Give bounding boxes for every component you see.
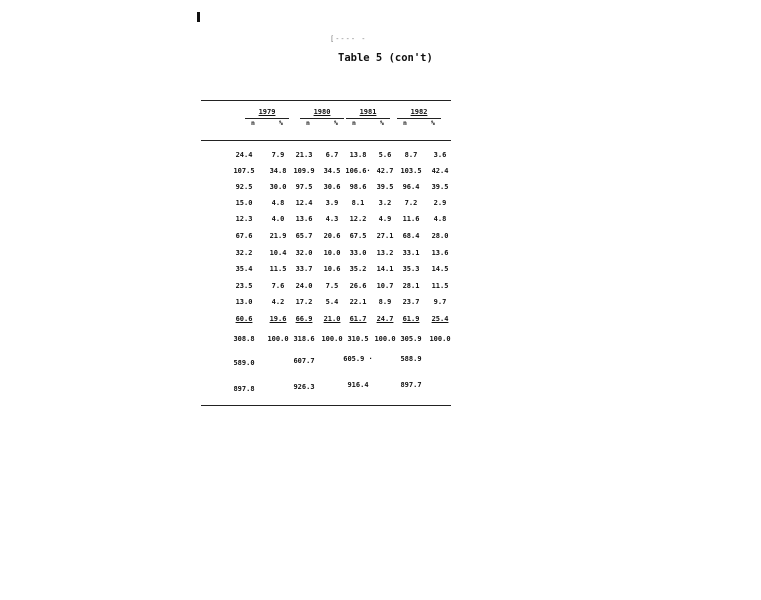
year-header-1981: 1981 (359, 108, 377, 116)
table-cell: 13.8 (349, 151, 367, 159)
subtotal-cell: 605.9 · (343, 355, 373, 363)
table-cell: 8.1 (351, 199, 365, 207)
table-cell: 30.0 (269, 183, 287, 191)
table-cell: 310.5 (347, 335, 369, 343)
table-cell: 19.6 (269, 315, 287, 323)
table-cell: 7.9 (271, 151, 285, 159)
faint-header: [---- - (330, 35, 367, 43)
table-cell: 33.7 (295, 265, 313, 273)
table-cell: 318.6 (293, 335, 315, 343)
table-cell: 4.0 (271, 215, 285, 223)
table-cell: 35.4 (235, 265, 253, 273)
total-cell: 897.7 (400, 381, 422, 389)
table-cell: 33.1 (402, 249, 420, 257)
table-cell: 13.6 (295, 215, 313, 223)
table-cell: 39.5 (376, 183, 394, 191)
table-cell: 66.9 (295, 315, 313, 323)
table-cell: 10.0 (323, 249, 341, 257)
table-cell: 32.0 (295, 249, 313, 257)
table-cell: 106.6· (345, 167, 371, 175)
table-cell: 100.0 (267, 335, 289, 343)
total-cell: 897.8 (233, 385, 255, 393)
subtotal-cell: 589.0 (233, 359, 255, 367)
table-cell: 4.2 (271, 298, 285, 306)
subtotal-cell: 588.9 (400, 355, 422, 363)
table-cell: 23.5 (235, 282, 253, 290)
table-cell: 67.6 (235, 232, 253, 240)
table-cell: 21.9 (269, 232, 287, 240)
table-cell: 10.4 (269, 249, 287, 257)
table-cell: 11.5 (431, 282, 449, 290)
table-cell: 67.5 (349, 232, 367, 240)
table-cell: 24.4 (235, 151, 253, 159)
table-cell: 61.7 (349, 315, 367, 323)
table-cell: 10.7 (376, 282, 394, 290)
table-cell: 24.7 (376, 315, 394, 323)
table-cell: 28.1 (402, 282, 420, 290)
table-cell: 100.0 (374, 335, 396, 343)
table-cell: 9.7 (433, 298, 447, 306)
pct-header: % (334, 119, 338, 127)
table-cell: 96.4 (402, 183, 420, 191)
table-cell: 12.4 (295, 199, 313, 207)
table-title: Table 5 (con't) (338, 52, 433, 64)
year-header-1980: 1980 (313, 108, 331, 116)
table-cell: 14.5 (431, 265, 449, 273)
table-cell: 33.0 (349, 249, 367, 257)
table-cell: 100.0 (321, 335, 343, 343)
table-cell: 4.8 (271, 199, 285, 207)
table-cell: 3.2 (378, 199, 392, 207)
table-cell: 26.6 (349, 282, 367, 290)
table-cell: 21.0 (323, 315, 341, 323)
year-header-1982: 1982 (410, 108, 428, 116)
table-cell: 7.5 (325, 282, 339, 290)
table-cell: 308.8 (233, 335, 255, 343)
table-cell: 5.6 (378, 151, 392, 159)
table-cell: 12.2 (349, 215, 367, 223)
table-cell: 107.5 (233, 167, 255, 175)
table-cell: 13.6 (431, 249, 449, 257)
table-cell: 35.3 (402, 265, 420, 273)
table-cell: 27.1 (376, 232, 394, 240)
table-cell: 15.0 (235, 199, 253, 207)
n-header: n (403, 119, 407, 127)
total-cell: 926.3 (293, 383, 315, 391)
table-cell: 305.9 (400, 335, 422, 343)
table-cell: 61.9 (402, 315, 420, 323)
pct-header: % (431, 119, 435, 127)
table-cell: 23.7 (402, 298, 420, 306)
table-cell: 14.1 (376, 265, 394, 273)
total-cell: 916.4 (347, 381, 369, 389)
table-cell: 103.5 (400, 167, 422, 175)
table-cell: 22.1 (349, 298, 367, 306)
table-cell: 25.4 (431, 315, 449, 323)
table-cell: 39.5 (431, 183, 449, 191)
table-cell: 8.7 (404, 151, 418, 159)
table-cell: 65.7 (295, 232, 313, 240)
table-cell: 34.8 (269, 167, 287, 175)
subtotal-cell: 607.7 (293, 357, 315, 365)
table-cell: 42.4 (431, 167, 449, 175)
table-cell: 21.3 (295, 151, 313, 159)
table-cell: 4.8 (433, 215, 447, 223)
table-cell: 4.9 (378, 215, 392, 223)
table-cell: 4.3 (325, 215, 339, 223)
n-header: n (352, 119, 356, 127)
table-cell: 5.4 (325, 298, 339, 306)
table-cell: 30.6 (323, 183, 341, 191)
table-cell: 17.2 (295, 298, 313, 306)
header-rule (201, 140, 451, 141)
pct-header: % (380, 119, 384, 127)
n-header: n (306, 119, 310, 127)
table-cell: 7.6 (271, 282, 285, 290)
table-cell: 13.0 (235, 298, 253, 306)
table-cell: 13.2 (376, 249, 394, 257)
table-cell: 11.6 (402, 215, 420, 223)
table-cell: 35.2 (349, 265, 367, 273)
table-cell: 109.9 (293, 167, 315, 175)
table-cell: 10.6 (323, 265, 341, 273)
bottom-rule (201, 405, 451, 406)
n-header: n (251, 119, 255, 127)
table-cell: 34.5 (323, 167, 341, 175)
table-cell: 11.5 (269, 265, 287, 273)
table-cell: 6.7 (325, 151, 339, 159)
pct-header: % (279, 119, 283, 127)
table-cell: 28.0 (431, 232, 449, 240)
page-mark (197, 12, 200, 22)
table-cell: 32.2 (235, 249, 253, 257)
table-cell: 20.6 (323, 232, 341, 240)
year-header-1979: 1979 (258, 108, 276, 116)
table-cell: 2.9 (433, 199, 447, 207)
table-cell: 42.7 (376, 167, 394, 175)
table-cell: 12.3 (235, 215, 253, 223)
table-cell: 68.4 (402, 232, 420, 240)
table-cell: 60.6 (235, 315, 253, 323)
table-cell: 97.5 (295, 183, 313, 191)
table-cell: 7.2 (404, 199, 418, 207)
table-cell: 100.0 (429, 335, 451, 343)
table-cell: 8.9 (378, 298, 392, 306)
table-cell: 3.9 (325, 199, 339, 207)
table-cell: 98.6 (349, 183, 367, 191)
table-cell: 3.6 (433, 151, 447, 159)
table-cell: 24.0 (295, 282, 313, 290)
table-cell: 92.5 (235, 183, 253, 191)
top-rule (201, 100, 451, 101)
